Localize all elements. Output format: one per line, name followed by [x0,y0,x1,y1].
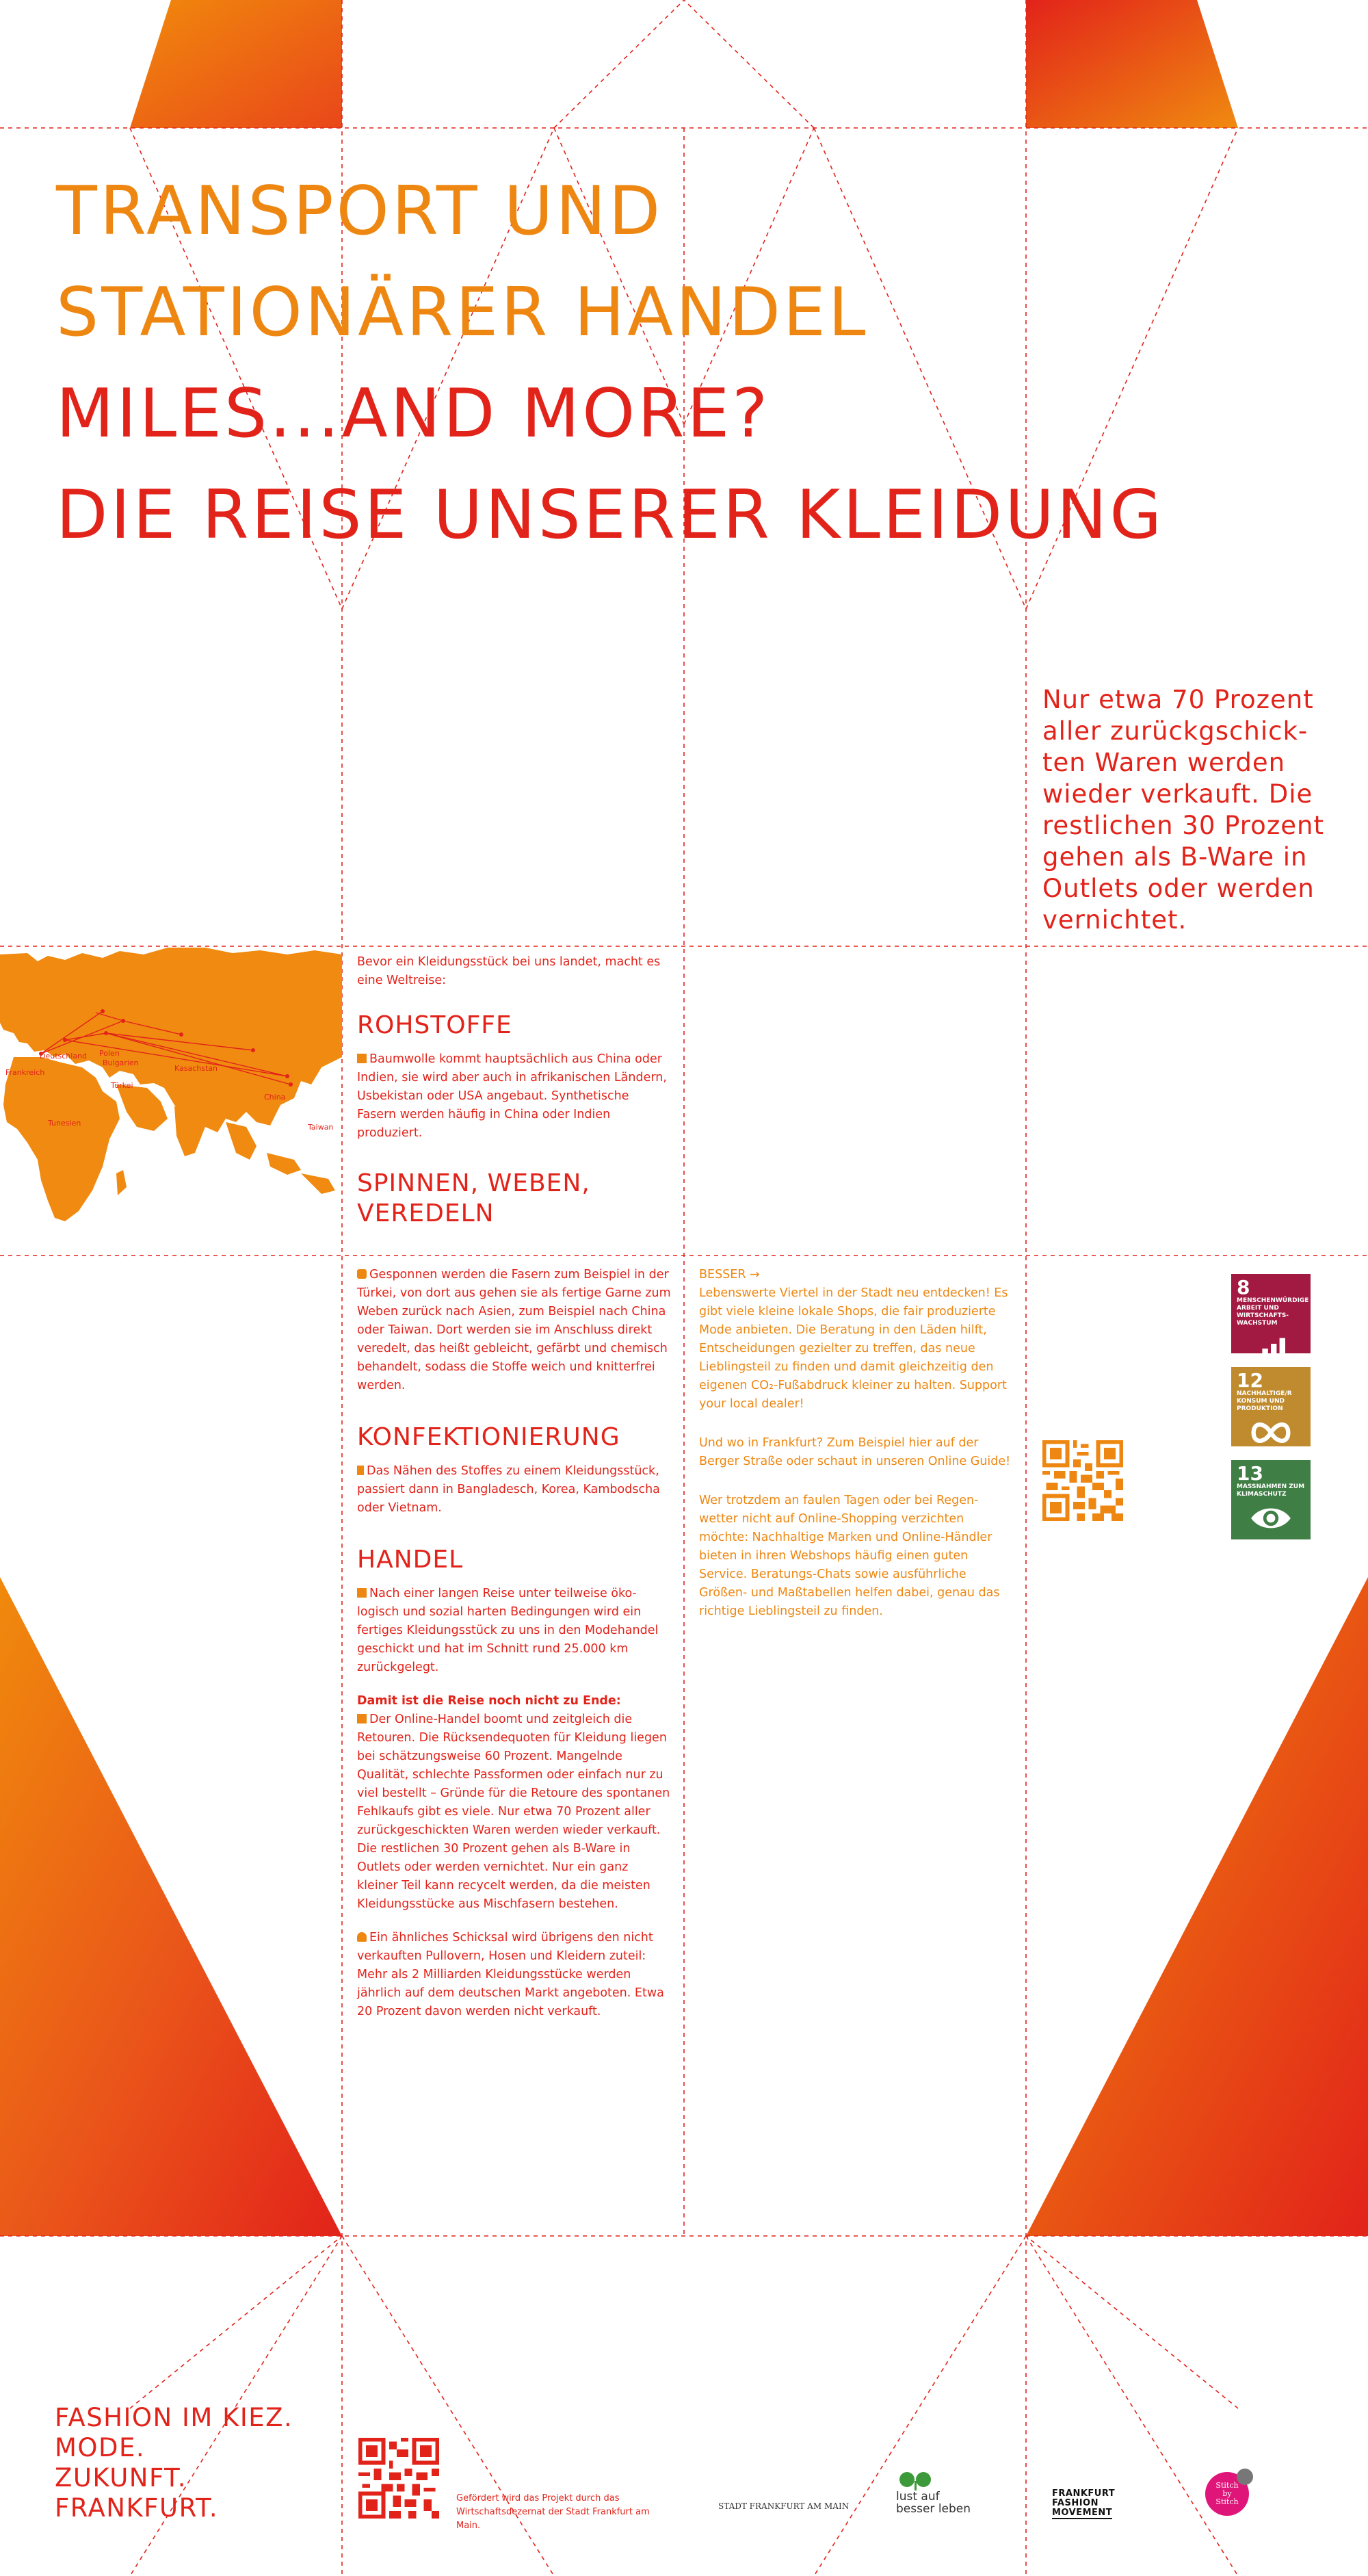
top-right-trapezoid [1026,0,1238,128]
map-label-bulgarien: Bulgarien [103,1058,139,1067]
besser-column [699,1266,1014,1641]
map-land-arabia [116,1084,168,1131]
slogan-line-1: FASHION IM KIEZ. [55,2403,293,2432]
logo-lust-auf-besser-leben: lust auf besser leben [896,2470,992,2515]
map-land-madagascar [116,1170,127,1195]
text-handel-4: Ein ähnliches Schicksal wird übrigens den nicht verkauften Pullovern, Hosen und Kleidern zuteil: Mehr als 2 Milliarden Kleidungsstücke werden jährlich auf dem deutschen Markt angeboten. Etwa 20 Prozent davon werden nicht verkauft. [357,1931,664,2018]
slogan-line-2: MODE. [55,2433,146,2462]
slogan-line-3: ZUKUNFT. [55,2463,187,2493]
map-label-tunesien: Tunesien [48,1119,81,1128]
leaf-icon [896,2470,937,2490]
heading-rohstoffe: ROHSTOFFE [357,1011,512,1039]
main-column-lower [357,1266,672,2036]
title-line-1: TRANSPORT UND [56,172,663,250]
earth-eye-icon [1249,1504,1293,1533]
sewing-icon [357,1466,364,1475]
heading-handel: HANDEL [357,1546,464,1574]
yarn-icon [357,1269,367,1279]
besser-text-1: Lebenswerte Viertel in der Stadt neu entdecken! Es gibt viele kleine lokale Shops, die fair produzierte Mode anbieten. Die Beratung in den Läden hilft, Entscheidungen gezielter zu treffen, das neue Lieblingsteil zu finden und damit gleichzeitig den eigenen CO₂-Fußabdruck kleiner zu halten. Support your local dealer! [699,1286,1008,1411]
online-guide-qr-code[interactable] [1042,1440,1123,1521]
logo-stadt-frankfurt [718,2501,855,2511]
text-spinnen: Gesponnen werden die Fasern zum Beispiel in der Türkei, von dort aus gehen sie als fertige Garne zum Weben zurück nach Asien, zum Beispiel nach China oder Taiwan. Dort werden sie im Anschluss direkt veredelt, das heißt gebleicht, gefärbt und chemisch behandelt, sodass die Stoffe weich und knitterfrei werden. [357,1268,671,1392]
logo-frankfurt-fashion-movement: FRANKFURT FASHION MOVEMENT [1052,2488,1116,2518]
top-left-trapezoid [130,0,342,128]
bottom-left-triangle [0,1577,342,2236]
title-line-2: STATIONÄRER HANDEL [56,274,869,352]
cotton-icon [357,1054,367,1063]
besser-heading: BESSER → [699,1268,760,1282]
funding-note: Gefördert wird das Projekt durch das Wirtschaftsdezernat der Stadt Frankfurt am Main. [456,2493,650,2531]
logo-stadt-text: STADT FRANKFURT AM MAIN [718,2501,850,2511]
shop-icon [357,1588,367,1598]
project-qr-code[interactable] [358,2438,439,2519]
world-map [0,948,342,1256]
text-handel-2: Damit ist die Reise noch nicht zu Ende: [357,1694,621,1708]
title-line-4: DIE REISE UNSERER KLEIDUNG [56,476,1165,554]
map-land-africa [3,1057,120,1221]
map-label-deutschland: Deutschland [40,1052,88,1061]
sdg-13-icon: 13 MASSNAHMEN ZUM KLIMASCHUTZ [1231,1460,1311,1539]
intro-text: Bevor ein Kleidungsstück bei uns landet, macht es eine Weltreise: [357,955,661,987]
besser-text-3: Wer trotzdem an faulen Tagen oder bei Regen-wetter nicht auf Online-Shopping verzichten möchte: Nachhaltige Marken und Online-Händler bieten in ihren Webshops häufig einen guten Service. Beratungs-Chats sowie ausführliche Größen- und Maßtabellen helfen dabei, genau das richtige Lieblingsteil zu finden. [699,1494,1000,1618]
side-quote: Nur etwa 70 Prozent aller zurückgschick-ten Waren werden wieder verkauft. Die restlichen 30 Prozent gehen als B-Ware in Outlets oder werden vernichtet. [1042,685,1324,935]
map-label-polen: Polen [99,1049,120,1058]
besser-text-2: Und wo in Frankfurt? Zum Beispiel hier auf der Berger Straße oder schaut in unseren Online Guide! [699,1436,1011,1468]
title-block [56,161,1342,566]
package-icon [357,1714,367,1723]
logo-stitch-badge [1237,2469,1253,2485]
text-rohstoffe: Baumwolle kommt hauptsächlich aus China oder Indien, sie wird aber auch in afrikanischen Ländern, Usbekistan oder USA angebaut. Synthetische Fasern werden häufig in China oder Indien produziert. [357,1052,667,1140]
map-label-kasachstan: Kasachstan [174,1064,218,1073]
heading-konfektionierung: KONFEKTIONIERUNG [357,1423,620,1451]
sdg-12-icon: 12 NACHHALTIGE/R KONSUM UND PRODUKTION [1231,1367,1311,1446]
map-label-china: China [264,1093,286,1102]
title-line-3: MILES...AND MORE? [56,375,771,453]
hanger-icon [357,1932,367,1942]
text-handel-1: Nach einer langen Reise unter teilweise öko-logisch und sozial harten Bedingungen wird ein fertiges Kleidungsstück zu uns in den Modehandel geschickt und hat im Schnitt rund 25.000 km zurückgelegt. [357,1587,659,1674]
text-konfektionierung: Das Nähen des Stoffes zu einem Kleidungsstück, passiert dann in Bangladesch, Korea, Kambodscha oder Vietnam. [357,1464,660,1515]
bottom-right-triangle [1026,1577,1368,2236]
footer-slogan [55,2403,342,2523]
text-handel-3: Der Online-Handel boomt und zeitgleich die Retouren. Die Rücksendequoten für Kleidung liegen bei schätzungsweise 60 Prozent. Mangelnde Qualität, schlechte Passformen oder einfach nur zu viel bestellt – Gründe für die Retoure des spontanen Fehlkaufs gibt es viele. Nur etwa 70 Prozent aller zurückgeschickten Waren werden wieder verkauft. Die restlichen 30 Prozent gehen als B-Ware in Outlets oder werden vernichtet. Nur ein ganz kleiner Teil kann recycelt werden, da die meisten Kleidungsstücke aus Mischfasern bestehen. [357,1713,670,1911]
map-label-frankreich: Frankreich [5,1068,45,1077]
logo-stitch-by-stitch: Stitch by Stitch [1205,2472,1249,2516]
growth-chart-icon [1250,1334,1291,1363]
map-land-seasia [226,1122,335,1194]
main-column [357,953,672,1238]
heading-spinnen: SPINNEN, WEBEN, VEREDELN [357,1169,590,1227]
slogan-line-4: FRANKFURT. [55,2493,219,2523]
map-label-taiwan: Taiwan [308,1123,334,1132]
infinity-icon [1249,1420,1293,1446]
sdg-8-icon: 8 MENSCHENWÜRDIGE ARBEIT UND WIRTSCHAFTS-WACHSTUM [1231,1274,1311,1353]
map-label-tuerkei: Türkei [111,1081,133,1090]
